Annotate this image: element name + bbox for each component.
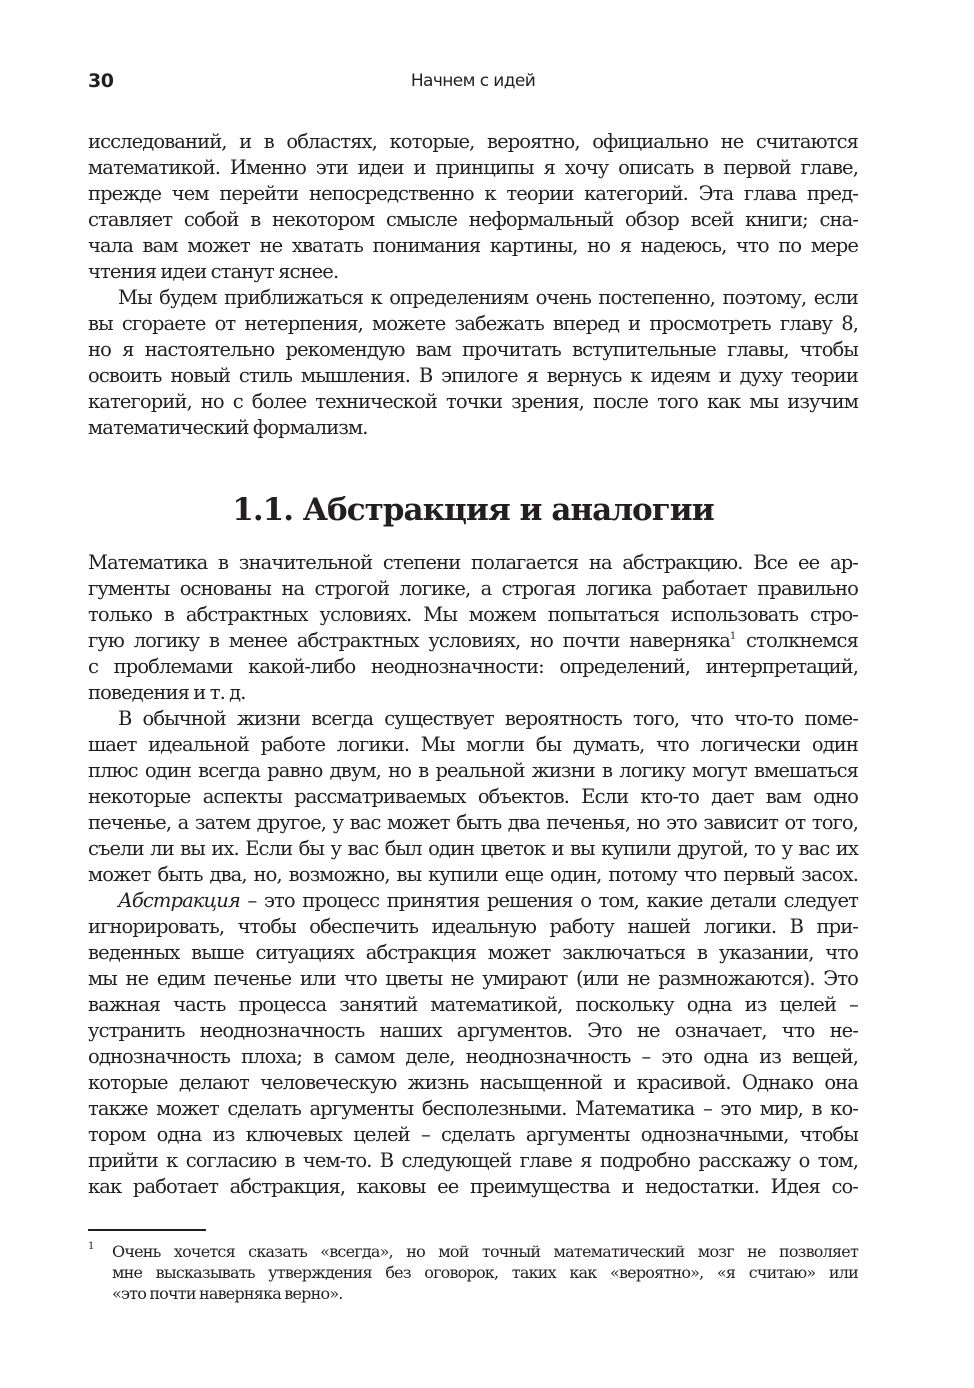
text-line: ставляет собой в некотором смысле неформальный обзор всей книги; сна- bbox=[88, 208, 858, 231]
text-line: которые делают человеческую жизнь насыщенной и красивой. Однако она bbox=[88, 1071, 858, 1094]
text-line: но я настоятельно рекомендую вам прочитать вступительные главы, чтобы bbox=[88, 338, 858, 361]
footnote-line: Очень хочется сказать «всегда», но мой точный математический мозг не позволяет bbox=[112, 1242, 858, 1261]
text-fragment: – это процесс принятия решения о том, какие детали следует bbox=[247, 889, 858, 912]
text-line-with-term bbox=[118, 888, 858, 914]
text-line: мы не едим печенье или что цветы не умирают (или не размножаются). Это bbox=[88, 967, 858, 990]
text-line: съели ли вы их. Если бы у вас был один цветок и вы купили другой, то у вас их bbox=[88, 837, 858, 860]
text-line: математикой. Именно эти идеи и принципы я хочу описать в первой главе, bbox=[88, 156, 858, 179]
footnote-reference[interactable]: 1 bbox=[729, 631, 737, 642]
running-head bbox=[88, 70, 858, 100]
text-line: чтения идеи станут яснее. bbox=[88, 260, 339, 283]
text-line: печенье, а затем другое, у вас может быть два печенья, но это зависит от того, bbox=[88, 811, 858, 834]
page-number: 30 bbox=[88, 70, 114, 92]
text-line: только в абстрактных условиях. Мы можем попытаться использовать стро- bbox=[88, 603, 858, 626]
text-line: математический формализм. bbox=[88, 416, 368, 439]
text-line: В обычной жизни всегда существует вероятность того, что что-то поме- bbox=[118, 707, 858, 730]
text-line: категорий, но с более технической точки зрения, после того как мы изучим bbox=[88, 390, 858, 413]
text-line: некоторые аспекты рассматриваемых объектов. Если кто-то дает вам одно bbox=[88, 785, 858, 808]
text-line: устранить неоднозначность наших аргументов. Это не означает, что не- bbox=[88, 1019, 858, 1042]
text-line: веденных выше ситуациях абстракция может заключаться в указании, что bbox=[88, 941, 858, 964]
running-title: Начнем с идей bbox=[410, 71, 536, 91]
footnote-marker: 1 bbox=[88, 1241, 95, 1252]
text-line: с проблемами какой-либо неоднозначности: определений, интерпретаций, bbox=[88, 655, 858, 678]
text-fragment: гую логику в менее абстрактных условиях, но почти наверняка bbox=[88, 629, 730, 652]
text-line: исследований, и в областях, которые, вероятно, официально не считаются bbox=[88, 130, 858, 153]
footnote-divider bbox=[88, 1229, 206, 1231]
text-line: освоить новый стиль мышления. В эпилоге я вернусь к идеям и духу теории bbox=[88, 364, 858, 387]
text-line: шает идеальной работе логики. Мы могли бы думать, что логически один bbox=[88, 733, 858, 756]
italic-term: Абстракция bbox=[118, 889, 240, 912]
text-line: однозначность плоха; в самом деле, неоднозначность – это одна из вещей, bbox=[88, 1045, 858, 1068]
text-line: прийти к согласию в чем-то. В следующей главе я подробно расскажу о том, bbox=[88, 1149, 858, 1172]
footnote-line: «это почти наверняка верно». bbox=[112, 1284, 343, 1303]
text-line: игнорировать, чтобы обеспечить идеальную работу нашей логики. В при- bbox=[88, 915, 858, 938]
text-line: тором одна из ключевых целей – сделать аргументы однозначными, чтобы bbox=[88, 1123, 858, 1146]
text-line: прежде чем перейти непосредственно к теории категорий. Эта глава пред- bbox=[88, 182, 858, 205]
text-line: может быть два, но, возможно, вы купили еще один, потому что первый засох. bbox=[88, 863, 858, 886]
text-line: как работает абстракция, каковы ее преимущества и недостатки. Идея со- bbox=[88, 1175, 858, 1198]
footnote-line: мне высказывать утверждения без оговорок, таких как «вероятно», «я считаю» или bbox=[112, 1263, 858, 1282]
text-line: поведения и т. д. bbox=[88, 681, 246, 704]
text-line: Мы будем приближаться к определениям очень постепенно, поэтому, если bbox=[118, 286, 858, 309]
text-line: вы сгораете от нетерпения, можете забежать вперед и просмотреть главу 8, bbox=[88, 312, 858, 335]
text-line: чала вам может не хватать понимания картины, но я надеюсь, что по мере bbox=[88, 234, 858, 257]
text-fragment: столкнемся bbox=[746, 629, 858, 652]
section-heading: 1.1. Абстракция и аналогии bbox=[232, 492, 714, 528]
text-line: плюс один всегда равно двум, но в реальной жизни в логику могут вмешаться bbox=[88, 759, 858, 782]
text-line: важная часть процесса занятий математикой, поскольку одна из целей – bbox=[88, 993, 858, 1016]
text-line: гументы основаны на строгой логике, а строгая логика работает правильно bbox=[88, 577, 858, 600]
text-line-with-footnote bbox=[88, 628, 858, 654]
text-line: Математика в значительной степени полагается на абстракцию. Все ее ар- bbox=[88, 551, 858, 574]
text-line: также может сделать аргументы бесполезными. Математика – это мир, в ко- bbox=[88, 1097, 858, 1120]
